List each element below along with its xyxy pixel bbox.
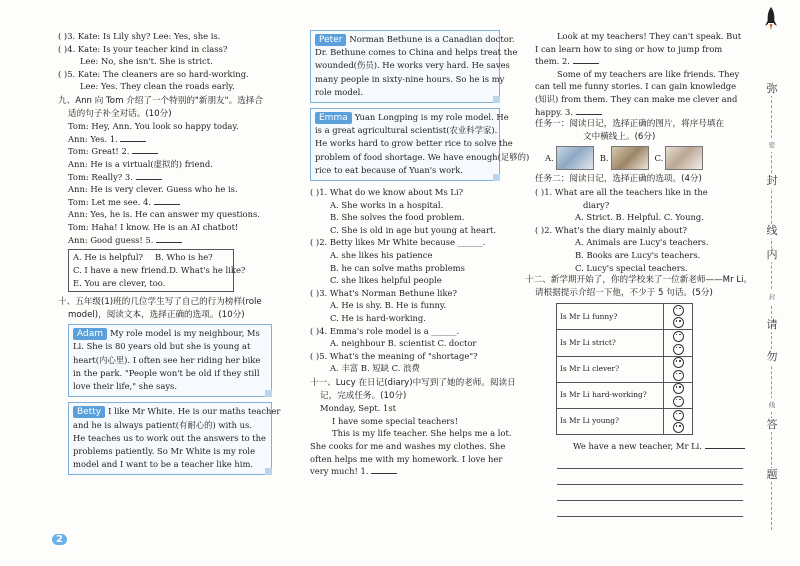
answer-blank[interactable]	[371, 465, 397, 474]
task-1-title-cont: 文中横线上。(6分)	[583, 131, 656, 142]
diary-line: She cooks for me and washes my clothes. She	[310, 440, 506, 451]
seal-small-char: 封	[763, 290, 781, 304]
answer-option: A. She works in a hospital.	[330, 199, 444, 210]
adam-card	[68, 324, 272, 397]
card-text: He works hard to grow better rice to solve the	[315, 138, 513, 149]
dialog-line: Ann: Good guess! 5.	[58, 234, 272, 247]
card-text: is a great agricultural scientist(农业科学家).	[315, 125, 498, 136]
card-text: rice to eat because of Yuan's work.	[315, 164, 463, 175]
diary-line: happy. 3.	[535, 106, 743, 119]
card-text: heart(内心里). I often see her riding her bike	[73, 354, 261, 365]
option: E. You are clever, too.	[73, 278, 166, 289]
answer-option: A. He is shy. B. He is funny.	[330, 300, 447, 311]
card-text: My role model is my neighbour, Ms	[110, 328, 260, 339]
seal-char: 答	[763, 418, 781, 432]
writing-line[interactable]	[557, 453, 743, 469]
card-text: problem of food shortage. We have enough(足够的)	[315, 151, 530, 162]
diary-line: I can learn how to sing or how to jump from	[535, 43, 723, 54]
answer-blank[interactable]	[154, 196, 180, 205]
dialog-line: Ann: He is a virtual(虚拟的) friend.	[68, 158, 213, 169]
dialog-line: Tom: Really? 3.	[58, 171, 272, 184]
card-corner-decoration	[493, 96, 500, 103]
answer-option: B. he can solve maths problems	[330, 262, 465, 273]
table-row	[557, 356, 693, 382]
table-question: Is Mr Li clever?	[557, 356, 664, 382]
table-question: Is Mr Li funny?	[557, 304, 664, 330]
sad-face-icon	[673, 370, 684, 381]
betty-name-tag: Betty	[73, 406, 105, 418]
card-corner-decoration	[493, 174, 500, 181]
question: ( )2. Betty likes Mr White because ______.	[310, 237, 486, 248]
question: ( )4. Emma's role model is a ______.	[310, 325, 460, 336]
answer-blank[interactable]	[576, 106, 602, 115]
seal-small-char: 线	[763, 398, 781, 412]
question: ( )2. What's the diary mainly about?	[535, 224, 688, 235]
smile-face-icon	[673, 383, 684, 394]
face-cell[interactable]	[664, 409, 693, 435]
sad-face-icon	[673, 344, 684, 355]
diary-line: Some of my teachers are like friends. They	[557, 68, 740, 79]
card-text: model and I want to be a teacher like him.	[73, 459, 254, 470]
answer-option: A. Animals are Lucy's teachers.	[575, 237, 709, 248]
books-picture-icon	[556, 146, 594, 170]
animals-picture-icon	[611, 146, 649, 170]
q4-answer: Lee: No, she isn't. She is strict.	[80, 56, 213, 67]
betty-card	[68, 402, 281, 475]
answer-blank[interactable]	[120, 133, 146, 142]
section-11-title: 十一、Lucy 在日记(diary)中写到了她的老师。阅读日	[310, 377, 516, 388]
option: C. I have a new friend.	[73, 265, 170, 276]
smile-face-icon	[673, 305, 684, 316]
q4-line: ( )4. Kate: Is your teacher kind in class?	[58, 43, 228, 54]
mr-li-table	[556, 303, 693, 435]
face-cell[interactable]	[664, 382, 693, 408]
column-left	[58, 30, 281, 480]
q5-answer: Lee: Yes. They clean the roads early.	[80, 81, 235, 92]
sad-face-icon	[673, 317, 684, 328]
answer-option: A. she likes his patience	[330, 250, 433, 260]
card-text: Dr. Bethune comes to China and helps treat the	[315, 47, 518, 58]
answer-option: B. Books are Lucy's teachers.	[575, 249, 701, 260]
peter-name-tag: Peter	[315, 34, 346, 46]
picture-option-b[interactable]: B.	[600, 146, 649, 170]
section-9-title-cont: 适的句子补全对话。(10分)	[68, 108, 172, 119]
dialog-line: Tom: Hey, Ann. You look so happy today.	[68, 121, 239, 132]
column-right	[525, 30, 753, 517]
face-cell[interactable]	[664, 304, 693, 330]
seal-line-strip	[759, 0, 785, 566]
card-text: love their life," she says.	[73, 381, 178, 392]
option: D. What's he like?	[169, 265, 246, 276]
writing-lead: We have a new teacher, Mr Li.	[535, 440, 743, 453]
option: A. He is helpful?	[73, 252, 143, 263]
card-text: He teaches us to work out the answers to the	[73, 432, 267, 443]
answer-option: C. she likes helpful people	[330, 275, 442, 286]
adam-name-tag: Adam	[73, 328, 107, 340]
section-10-title-cont: model)，阅读文本，选择正确的选项。(10分)	[68, 309, 245, 320]
face-cell[interactable]	[664, 356, 693, 382]
q3-line: ( )3. Kate: Is Lily shy? Lee: Yes, she is.	[58, 31, 221, 41]
dialog-line: Tom: Great! 2.	[58, 145, 272, 158]
answer-option: A. neighbour B. scientist C. doctor	[330, 338, 477, 349]
seal-char: 线	[763, 224, 781, 238]
section-12-title: 十二、新学期开始了，你的学校来了一位新老师——Mr Li。	[525, 275, 753, 286]
diary-line: them. 2.	[535, 55, 743, 68]
writing-line[interactable]	[557, 469, 743, 485]
card-text: wounded(伤员). He works very hard. He saves	[315, 60, 510, 71]
card-text: problems patiently. So Mr White is my role	[73, 445, 256, 456]
question-cont: diary?	[583, 199, 610, 210]
smile-face-icon	[673, 357, 684, 368]
emma-card	[310, 108, 530, 181]
card-text: Li. She is 80 years old but she is young at	[73, 341, 251, 352]
seal-small-char: 密	[763, 138, 781, 152]
card-text: in the park. "People won't be old if they still	[73, 367, 260, 378]
card-text: Norman Bethune is a Canadian doctor.	[349, 34, 515, 44]
seal-char: 封	[763, 174, 781, 188]
answer-option: C. He is hard-working.	[330, 312, 426, 323]
mother-picture-icon	[665, 146, 703, 170]
smile-face-icon	[673, 410, 684, 421]
answer-option: C. She is old in age but young at heart.	[330, 224, 497, 235]
table-question: Is Mr Li young?	[557, 409, 664, 435]
diary-line: can tell me funny stories. I can gain knowledge	[535, 81, 737, 92]
emma-name-tag: Emma	[315, 112, 352, 124]
answer-blank[interactable]	[132, 145, 158, 154]
diary-line: Look at my teachers! They can't speak. But	[557, 31, 742, 41]
table-row	[557, 330, 693, 356]
writing-line[interactable]	[557, 501, 743, 517]
seal-char: 题	[763, 468, 781, 482]
dialog-line: Ann: He is very clever. Guess who he is.	[68, 184, 238, 195]
answer-blank[interactable]	[136, 171, 162, 180]
writing-line[interactable]	[557, 485, 743, 501]
section-9-title: 九、Ann 向 Tom 介绍了一个特别的"新朋友"。选择合	[58, 95, 263, 106]
diary-date: Monday, Sept. 1st	[320, 403, 397, 414]
picture-options	[545, 146, 743, 170]
card-text: many people in sixty-nine hours. So he is my	[315, 73, 505, 84]
seal-char: 请	[763, 318, 781, 332]
answer-option: B. She solves the food problem.	[330, 212, 465, 223]
picture-option-a[interactable]: A.	[545, 146, 594, 170]
sad-face-icon	[673, 396, 684, 407]
dialog-line: Tom: Let me see. 4.	[58, 196, 272, 209]
option: B. Who is he?	[155, 252, 213, 263]
task-1-title: 任务一：阅读日记，选择正确的图片，将序号填在	[535, 119, 725, 130]
card-corner-decoration	[265, 468, 272, 475]
peter-card	[310, 30, 518, 103]
seal-char: 内	[763, 248, 781, 262]
section-10-title: 十、五年级(1)班的几位学生写了自己的行为榜样(role	[58, 297, 262, 308]
card-text: role model.	[315, 86, 363, 97]
table-row	[557, 409, 693, 435]
diary-line: often helps me with my homework. I love her	[310, 453, 503, 464]
face-cell[interactable]	[664, 330, 693, 356]
card-text: I like Mr White. He is our maths teacher	[108, 406, 281, 417]
answer-option: A. 丰富 B. 短缺 C. 浪费	[330, 363, 420, 374]
card-corner-decoration	[265, 390, 272, 397]
smile-face-icon	[673, 331, 684, 342]
dialog-line: Ann: Yes, he is. He can answer my questions.	[68, 209, 260, 220]
answer-blank[interactable]	[705, 440, 745, 449]
q5-line: ( )5. Kate: The cleaners are so hard-working.	[58, 68, 249, 79]
answer-blank[interactable]	[573, 55, 599, 64]
diary-line: (知识) from them. They can make me clever and	[535, 93, 738, 104]
answer-option: C. Lucy's special teachers.	[575, 262, 688, 273]
seal-char: 弥	[763, 82, 781, 96]
page-number: 2	[52, 534, 67, 545]
section-11-title-cont: 记，完成任务。(10分)	[320, 390, 407, 401]
sad-face-icon	[673, 422, 684, 433]
answer-blank[interactable]	[156, 234, 182, 243]
question: ( )1. What do we know about Ms Li?	[310, 187, 464, 198]
task-2-title: 任务二：阅读日记，选择正确的选项。(4分)	[535, 174, 702, 185]
dialog-line: Tom: Haha! I know. He is an AI chatbot!	[68, 221, 239, 232]
question: ( )5. What's the meaning of "shortage"?	[310, 350, 478, 361]
table-question: Is Mr Li hard-working?	[557, 382, 664, 408]
seal-dashed-line	[771, 90, 772, 530]
card-text: Yuan Longping is my role model. He	[354, 112, 509, 123]
dialog-line: Ann: Yes. 1.	[58, 133, 272, 146]
rocket-icon	[764, 6, 778, 32]
seal-char: 勿	[763, 350, 781, 364]
column-middle	[310, 30, 530, 478]
picture-option-c[interactable]: C.	[655, 146, 704, 170]
question: ( )3. What's Norman Bethune like?	[310, 287, 457, 298]
options-box	[68, 249, 246, 292]
card-text: and he is always patient(有耐心的) with us.	[73, 419, 253, 430]
table-row	[557, 382, 693, 408]
table-question: Is Mr Li strict?	[557, 330, 664, 356]
table-row	[557, 304, 693, 330]
diary-line: This is my life teacher. She helps me a lot.	[332, 428, 512, 439]
diary-line: very much! 1.	[310, 465, 500, 478]
diary-line: I have some special teachers!	[332, 415, 458, 426]
answer-option: A. Strict. B. Helpful. C. Young.	[575, 212, 704, 223]
question: ( )1. What are all the teachers like in the	[535, 186, 708, 197]
section-12-title-cont: 请根据提示介绍一下他，不少于 5 句话。(5分)	[535, 287, 713, 298]
